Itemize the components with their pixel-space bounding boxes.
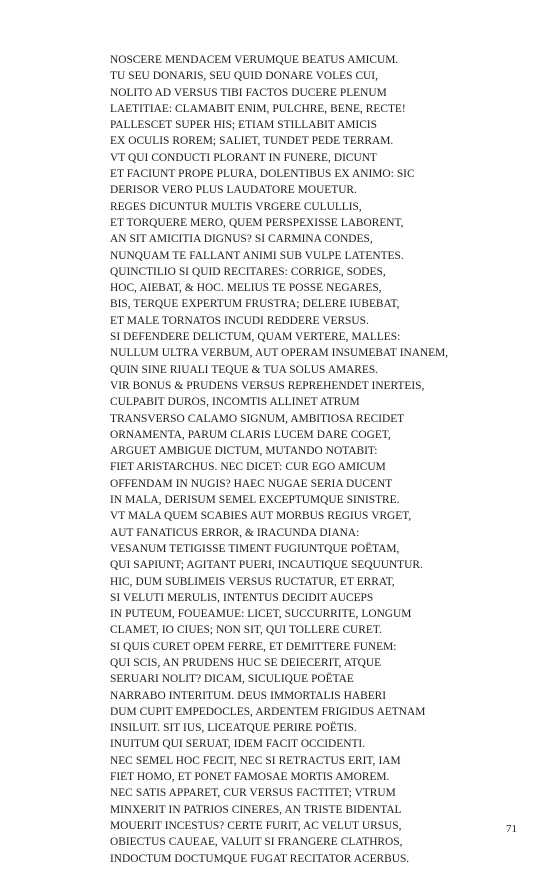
verse-line: QUINCTILIO SI QUID RECITARES: CORRIGE, SODES, [110,265,386,278]
verse-line: QUI SAPIUNT; AGITANT PUERI, INCAUTIQUE SEQUUNTUR. [110,559,423,572]
verse-line: VESANUM TETIGISSE TIMENT FUGIUNTQUE POËTAM, [110,542,400,555]
verse-line: IN MALA, DERISUM SEMEL EXCEPTUMQUE SINISTRE. [110,494,400,507]
verse-line: QUI SCIS, AN PRUDENS HUC SE DEIECERIT, ATQUE [110,656,382,669]
page-number: 71 [506,823,517,835]
verse-line: ET FACIUNT PROPE PLURA, DOLENTIBUS EX ANIMO: SIC [110,168,415,181]
verse-line: SI DEFENDERE DELICTUM, QUAM VERTERE, MALLES: [110,331,401,344]
verse-line: INDOCTUM DOCTUMQUE FUGAT RECITATOR ACERBUS. [110,852,410,865]
verse-line: BIS, TERQUE EXPERTUM FRUSTRA; DELERE IUBEBAT, [110,298,400,311]
verse-line: HIC, DUM SUBLIMEIS VERSUS RUCTATUR, ET ERRAT, [110,575,395,588]
verse-line: TU SEU DONARIS, SEU QUID DONARE VOLES CUI, [110,70,378,83]
verse-line: EX OCULIS ROREM; SALIET, TUNDET PEDE TERRAM. [110,135,394,148]
verse-line: AUT FANATICUS ERROR, & IRACUNDA DIANA: [110,526,360,539]
verse-line: NEC SATIS APPARET, CUR VERSUS FACTITET; VTRUM [110,787,396,800]
verse-line: ET TORQUERE MERO, QUEM PERSPEXISSE LABORENT, [110,216,404,229]
verse-line: DUM CUPIT EMPEDOCLES, ARDENTEM FRIGIDUS AETNAM [110,705,426,718]
verse-line: FIET HOMO, ET PONET FAMOSAE MORTIS AMOREM. [110,771,390,784]
verse-line: REGES DICUNTUR MULTIS VRGERE CULULLIS, [110,200,362,213]
verse-line: TRANSVERSO CALAMO SIGNUM, AMBITIOSA RECIDET [110,412,405,425]
verse-line: VT MALA QUEM SCABIES AUT MORBUS REGIUS VRGET, [110,510,412,523]
verse-line: LAETITIAE: CLAMABIT ENIM, PULCHRE, BENE, RECTE! [110,102,406,115]
verse-line: CULPABIT DUROS, INCOMTIS ALLINET ATRUM [110,396,360,409]
verse-line: IN PUTEUM, FOUEAMUE: LICET, SUCCURRITE, LONGUM [110,608,412,621]
verse-line: INUITUM QUI SERUAT, IDEM FACIT OCCIDENTI. [110,738,366,751]
verse-line: PALLESCET SUPER HIS; ETIAM STILLABIT AMICIS [110,119,377,132]
verse-line: NOSCERE MENDACEM VERUMQUE BEATUS AMICUM. [110,54,399,66]
verse-line: DERISOR VERO PLUS LAUDATORE MOUETUR. [110,184,357,197]
verse-line: AN SIT AMICITIA DIGNUS? SI CARMINA CONDES, [110,233,373,246]
verse-line: NEC SEMEL HOC FECIT, NEC SI RETRACTUS ERIT, IAM [110,754,401,767]
verse-line: NARRABO INTERITUM. DEUS IMMORTALIS HABERI [110,689,387,702]
verse-line: SI VELUTI MERULIS, INTENTUS DECIDIT AUCEPS [110,591,374,604]
verse-line: NOLITO AD VERSUS TIBI FACTOS DUCERE PLENUM [110,86,387,99]
verse-line: MINXERIT IN PATRIOS CINERES, AN TRISTE BIDENTAL [110,803,402,816]
verse-line: VT QUI CONDUCTI PLORANT IN FUNERE, DICUNT [110,151,377,164]
verse-line: INSILUIT. SIT IUS, LICEATQUE PERIRE POËTIS. [110,722,357,735]
verse-line: QUIN SINE RIUALI TEQUE & TUA SOLUS AMARES. [110,363,379,376]
verse-line: ARGUET AMBIGUE DICTUM, MUTANDO NOTABIT: [110,445,378,458]
verse-line: ET MALE TORNATOS INCUDI REDDERE VERSUS. [110,314,369,327]
verse-line: FIET ARISTARCHUS. NEC DICET: CUR EGO AMICUM [110,461,386,474]
verse-line: NUNQUAM TE FALLANT ANIMI SUB VULPE LATENTES. [110,249,404,262]
verse-line: CLAMET, IO CIUES; NON SIT, QUI TOLLERE CURET. [110,624,382,637]
verse-line: HOC, AIEBAT, & HOC. MELIUS TE POSSE NEGARES, [110,282,382,295]
verse-line: NULLUM ULTRA VERBUM, AUT OPERAM INSUMEBAT INANEM, [110,347,449,360]
verse-line: SERUARI NOLIT? DICAM, SICULIQUE POËTAE [110,673,354,686]
verse-line: VIR BONUS & PRUDENS VERSUS REPREHENDET INERTEIS, [110,379,425,392]
verse-block [110,52,530,867]
verse-line: OFFENDAM IN NUGIS? HAEC NUGAE SERIA DUCENT [110,477,393,490]
verse-line: OBIECTUS CAUEAE, VALUIT SI FRANGERE CLATHROS, [110,836,403,849]
verse-line: MOUERIT INCESTUS? CERTE FURIT, AC VELUT URSUS, [110,819,402,832]
verse-line: ORNAMENTA, PARUM CLARIS LUCEM DARE COGET, [110,428,391,441]
verse-line: SI QUIS CURET OPEM FERRE, ET DEMITTERE FUNEM: [110,640,397,653]
